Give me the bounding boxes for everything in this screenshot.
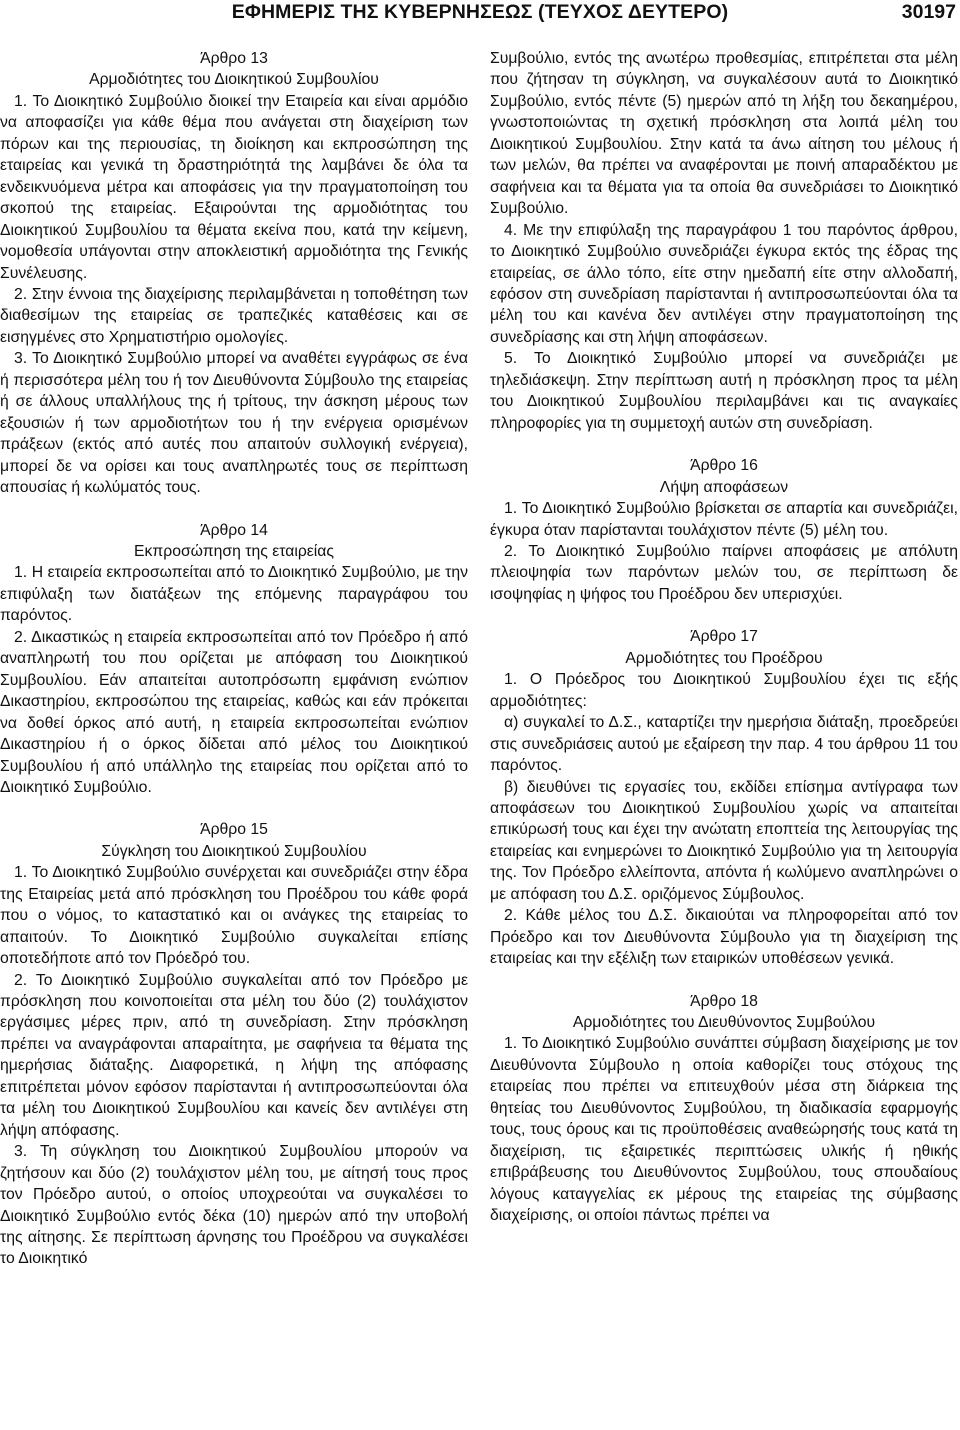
article-18-number: Άρθρο 18 xyxy=(690,992,758,1010)
article-13-paragraph-1: 1. Το Διοικητικό Συμβούλιο διοικεί την Εταιρεία και είναι αρμόδιο να αποφασίζει για κάθε θέμα που ανάγεται στη διαχείριση των πόρων και της περιουσίας, τη διοίκηση και εκπροσώπηση της εταιρείας και γενικά τη δραστηριότητά της λαμβάνει δε όλα τα ενδεικνυόμενα μέτρα και αποφάσεις για την πραγματοποίηση του σκοπού της εταιρείας. Εξαιρούνται της αρμοδιότητας του Διοικητικού Συμβουλίου τα θέματα εκείνα που, κατά την κείμενη, νομοθεσία υπάγονται στην αποκλειστική αρμοδιότητα της Γενικής Συνέλευσης. xyxy=(0,92,468,282)
article-15-paragraph-1: 1. Το Διοικητικό Συμβούλιο συνέρχεται και συνεδριάζει στην έδρα της Εταιρείας μετά από πρόσκληση του Προέδρου του κάθε φορά που ο νόμος, το καταστατικό και οι ανάγκες της εταιρείας το απαιτούν. Το Διοικητικό Συμβούλιο συγκαλείται επίσης οποτεδήποτε από τον Πρόεδρό του. xyxy=(0,864,468,968)
article-13-number: Άρθρο 13 xyxy=(200,50,268,67)
article-13-paragraph-2: 2. Στην έννοια της διαχείρισης περιλαμβάνεται η τοποθέτηση των διαθεσίμων της εταιρείας σε τραπεζικές καταθέσεις και σε εισηγμένες στο Χρηματιστήριο ομολογίες. xyxy=(0,285,468,346)
article-15-paragraph-3-continued: Συμβούλιο, εντός της ανωτέρω προθεσμίας, επιτρέπεται στα μέλη που ζήτησαν τη σύγκληση, να συγκαλέσουν αυτά το Διοικητικό Συμβούλιο, εντός πέντε (5) ημερών από τη λήξη του δεκαημέρου, γνωστοποιώντας τη σχετική πρόσκληση στα λοιπά μέλη του Διοικητικού Συμβουλίου. Στην κατά τα άνω αίτηση του μέλους ή των μελών, θα πρέπει να αναφέρονται με ποινή απαραδέκτου με σαφήνεια και τα θέματα για τα οποία θα συνεδριάσει το Διοικητικό Συμβούλιο. xyxy=(490,50,958,218)
article-18-title: Αρμοδιότητες του Διευθύνοντος Συμβούλου xyxy=(572,1014,876,1032)
right-column xyxy=(490,48,958,1227)
article-15-paragraph-2: 2. Το Διοικητικό Συμβούλιο συγκαλείται από τον Πρόεδρο με πρόσκληση που κοινοποιείται στα μέλη του δύο (2) τουλάχιστον εργάσιμες μέρες πριν, από τη συνεδρίαση. Στην πρόσκληση πρέπει να αναγράφονται απαραίτητα, με σαφήνεια τα θέματα της ημερήσιας διάταξης. Διαφορετικά, η λήψη της απόφασης επιτρέπεται μόνον εφόσον παρίστανται ή αντιπροσωπεύονται όλα τα μέλη του Διοικητικού Συμβουλίου και κανείς δεν αντιλέγει στη λήψη απόφασης. xyxy=(0,971,468,1139)
article-15-title: Σύγκληση του Διοικητικού Συμβουλίου xyxy=(101,842,367,860)
article-16-paragraph-2: 2. Το Διοικητικό Συμβούλιο παίρνει αποφάσεις με απόλυτη πλειοψηφία των παρόντων μελών του, σε περίπτωση δε ισοψηφίας η ψήφος του Προέδρου δεν υπερισχύει. xyxy=(490,542,958,603)
article-15-paragraph-4: 4. Με την επιφύλαξη της παραγράφου 1 του παρόντος άρθρου, το Διοικητικό Συμβούλιο συνεδριάζει έγκυρα εκτός της έδρας της εταιρείας, σε άλλο τόπο, είτε στην ημεδαπή είτε στην αλλοδαπή, εφόσον στη συνεδρίαση παρίστανται ή αντιπροσωπεύονται όλα τα μέλη του και κανένα δεν αντιλέγει στην πραγματοποίηση της συνεδρίασης και στη λήψη αποφάσεων. xyxy=(490,221,958,346)
article-18-paragraph-1: 1. Το Διοικητικό Συμβούλιο συνάπτει σύμβαση διαχείρισης με τον Διευθύνοντα Σύμβουλο η οποία καθορίζει τους στόχους της εταιρείας που πρέπει να επιτευχθούν μέσα στη διάρκεια της θητείας του Διευθύνοντος Συμβούλου, τη διαδικασία εφαρμογής τους, τους όρους και τις προϋποθέσεις αναθεώρησής τους κατά τη διαχείριση, τις εξαιρετικές περιπτώσεις υλικής ή ηθικής επιβράβευσης του Διευθύνοντος Συμβούλου, τους σπουδαίους λόγους καταγγελίας εκ μέρους της εταιρείας της σύμβασης διαχείρισης, οι οποίοι πάντως πρέπει να xyxy=(490,1035,958,1225)
article-14-title: Εκπροσώπηση της εταιρείας xyxy=(134,542,334,560)
article-17-title: Αρμοδιότητες του Προέδρου xyxy=(625,649,823,667)
page-number: 30197 xyxy=(901,1,956,23)
page-header xyxy=(0,0,960,34)
article-14-paragraph-2: 2. Δικαστικώς η εταιρεία εκπροσωπείται από τον Πρόεδρο ή από αναπληρωτή του που ορίζεται με απόφαση του Διοικητικού Συμβουλίου. Εάν απαιτείται αυτοπρόσωπη εμφάνιση ενώπιον Δικαστηρίου, εκπροσώπου της εταιρείας, καθώς και εάν πρόκειται να δοθεί όρκος από αυτή, η εταιρεία εκπροσωπείται ενώπιον Δικαστηρίου ή ο όρκος δίδεται από μέλος του Διοικητικού Συμβουλίου ή από υπάλληλο της εταιρείας που ορίζεται από το Διοικητικό Συμβούλιο. xyxy=(0,628,468,796)
article-17-item-a: α) συγκαλεί το Δ.Σ., καταρτίζει την ημερήσια διάταξη, προεδρεύει στις συνεδριάσεις αυτού με εξαίρεση την παρ. 4 του άρθρου 11 του παρόντος. xyxy=(490,714,958,775)
article-17-number: Άρθρο 17 xyxy=(690,628,758,646)
article-17-item-b: β) διευθύνει τις εργασίες του, εκδίδει επίσημα αντίγραφα των αποφάσεων του Διοικητικού Συμβουλίου χωρίς να απαιτείται επικύρωσή τους και έχει την ανώτατη εποπτεία της λειτουργίας της εταιρείας και ενημερώνει το Διοικητικό Συμβούλιο για τη λειτουργία της. Τον Πρόεδρο ελλείποντα, απόντα ή κωλύμενο αναπληρώνει ο με απόφαση του Δ.Σ. οριζόμενος Σύμβουλος. xyxy=(490,778,958,903)
article-15-paragraph-3: 3. Τη σύγκληση του Διοικητικού Συμβουλίου μπορούν να ζητήσουν και δύο (2) τουλάχιστον μέλη του, με αίτησή τους προς τον Πρόεδρο αυτού, ο οποίος υποχρεούται να συγκαλέσει το Διοικητικό Συμβούλιο εντός δέκα (10) ημερών από την υποβολή της αίτησης. Σε περίπτωση άρνησης του Προέδρου να συγκαλέσει το Διοικητικό xyxy=(0,1143,468,1268)
article-16-title: Λήψη αποφάσεων xyxy=(659,478,789,496)
article-13-paragraph-3: 3. Το Διοικητικό Συμβούλιο μπορεί να αναθέτει εγγράφως σε ένα ή περισσότερα μέλη του ή τον Διευθύνοντα Σύμβουλο της εταιρείας ή σε άλλους υπαλλήλους της ή τρίτους, την άσκηση μέρους των εξουσιών ή των αρμοδιοτήτων του ή την ενέργεια ορισμένων πράξεων (εκτός από αυτές που απαιτούν συλλογική ενέργεια), μπορεί δε να ορίσει και τους αναπληρωτές τους σε περίπτωση απουσίας ή κωλύματός τους. xyxy=(0,350,468,497)
article-15-number: Άρθρο 15 xyxy=(200,821,268,839)
article-15-paragraph-5: 5. Το Διοικητικό Συμβούλιο μπορεί να συνεδριάζει με τηλεδιάσκεψη. Στην περίπτωση αυτή η πρόσκληση προς τα μέλη του Διοικητικού Συμβουλίου περιλαμβάνει και τις αναγκαίες πληροφορίες για τη συμμετοχή αυτών στη συνεδρίαση. xyxy=(490,350,958,432)
left-column xyxy=(0,48,468,1270)
article-14-paragraph-1: 1. Η εταιρεία εκπροσωπείται από το Διοικητικό Συμβούλιο, με την επιφύλαξη των διατάξεων της επόμενης παραγράφου του παρόντος. xyxy=(0,564,468,625)
article-13-title: Αρμοδιότητες του Διοικητικού Συμβουλίου xyxy=(89,71,379,89)
article-16-paragraph-1: 1. Το Διοικητικό Συμβούλιο βρίσκεται σε απαρτία και συνεδριάζει, έγκυρα όταν παρίστανται τουλάχιστον πέντε (5) μέλη του. xyxy=(490,500,958,539)
article-14-number: Άρθρο 14 xyxy=(200,521,268,539)
article-16-number: Άρθρο 16 xyxy=(690,457,758,475)
gazette-title: ΕΦΗΜΕΡΙΣ ΤΗΣ ΚΥΒΕΡΝΗΣΕΩΣ (ΤΕΥΧΟΣ ΔΕΥΤΕΡΟ) xyxy=(231,1,729,23)
article-17-paragraph-2: 2. Κάθε μέλος του Δ.Σ. δικαιούται να πληροφορείται από τον Πρόεδρο και τον Διευθύνοντα Σύμβουλο για τη διαχείριση της εταιρείας και την εξέλιξη των εταιρικών υποθέσεων γενικά. xyxy=(490,907,958,968)
article-17-paragraph-1: 1. Ο Πρόεδρος του Διοικητικού Συμβουλίου έχει τις εξής αρμοδιότητες: xyxy=(490,671,958,710)
